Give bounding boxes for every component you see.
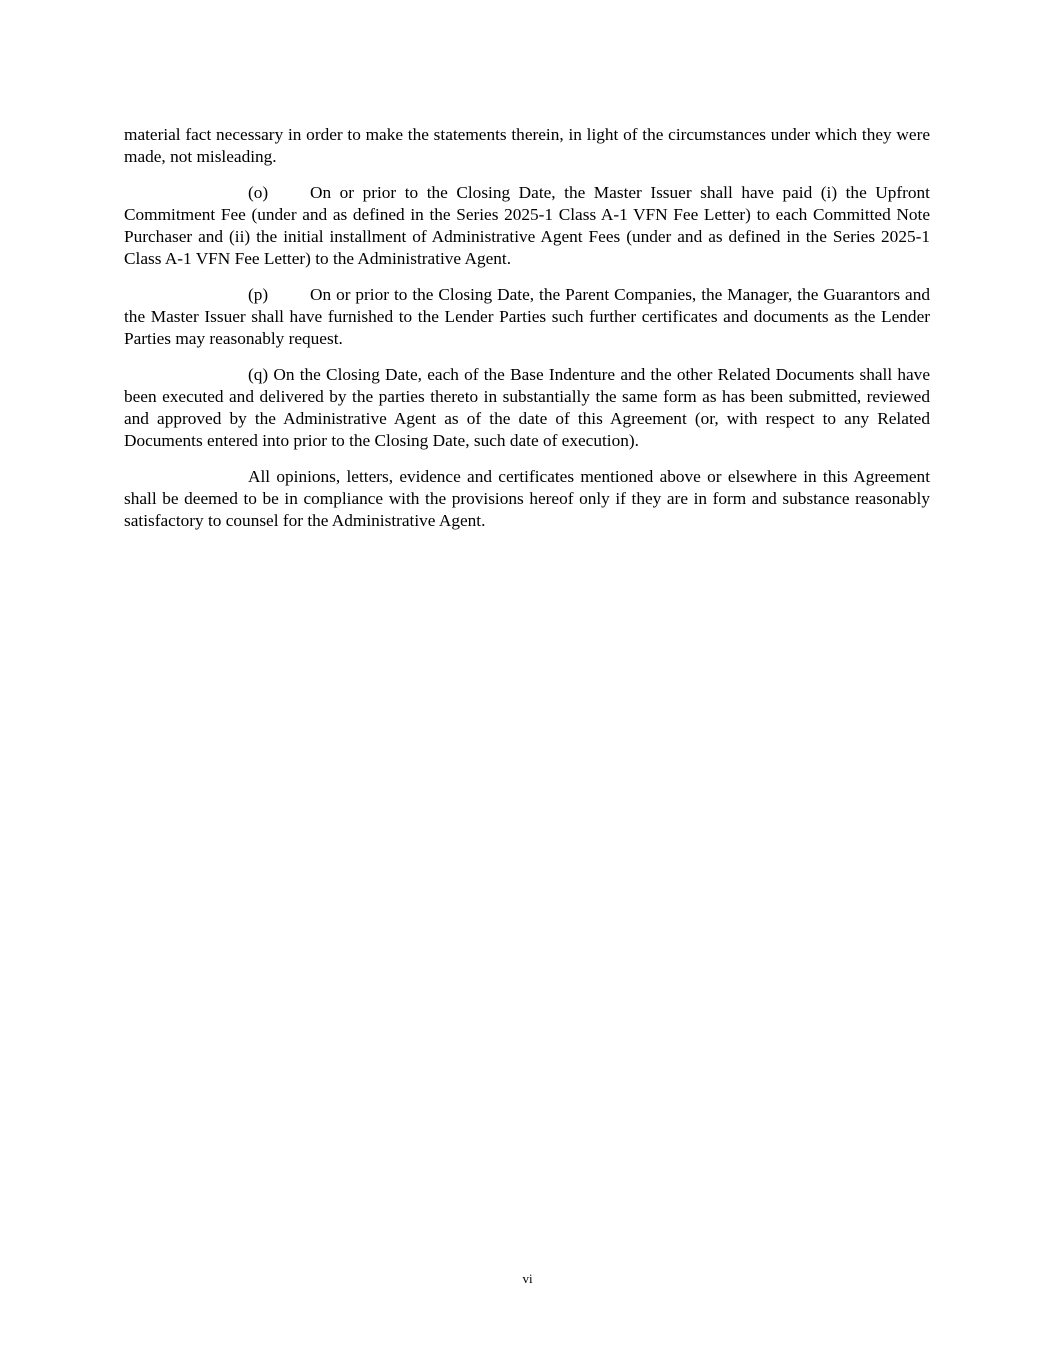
paragraph-p [124, 284, 930, 350]
paragraph-q [124, 364, 930, 452]
page-number: vi [522, 1271, 533, 1286]
paragraph-closing [124, 466, 930, 532]
document-body [124, 124, 930, 546]
paragraph-p-text: On or prior to the Closing Date, the Parent Companies, the Manager, the Guarantors and the Master Issuer shall have furnished to the Lender Parties such further certificates and documents as the Lender Parties may reasonably request. [124, 285, 930, 348]
paragraph-continuation [124, 124, 930, 168]
paragraph-o-text: On or prior to the Closing Date, the Master Issuer shall have paid (i) the Upfront Commitment Fee (under and as defined in the Series 2025-1 Class A-1 VFN Fee Letter) to each Committed Note Purchaser and (ii) the initial installment of Administrative Agent Fees (under and as defined in the Series 2025-1 Class A-1 VFN Fee Letter) to the Administrative Agent. [124, 183, 930, 268]
paragraph-q-text: (q) On the Closing Date, each of the Base Indenture and the other Related Documents shall have been executed and delivered by the parties thereto in substantially the same form as has been submitted, reviewed and approved by the Administrative Agent as of the date of this Agreement (or, with respect to any Related Documents entered into prior to the Closing Date, such date of execution). [124, 365, 930, 450]
paragraph-o-label: (o) [248, 183, 269, 202]
paragraph-continuation-text: material fact necessary in order to make the statements therein, in light of the circumstances under which they were made, not misleading. [124, 125, 930, 166]
paragraph-o [124, 182, 930, 270]
paragraph-closing-text: All opinions, letters, evidence and certificates mentioned above or elsewhere in this Agreement shall be deemed to be in compliance with the provisions hereof only if they are in form and substance reasonably satisfactory to counsel for the Administrative Agent. [124, 467, 930, 530]
paragraph-p-label: (p) [248, 285, 269, 304]
